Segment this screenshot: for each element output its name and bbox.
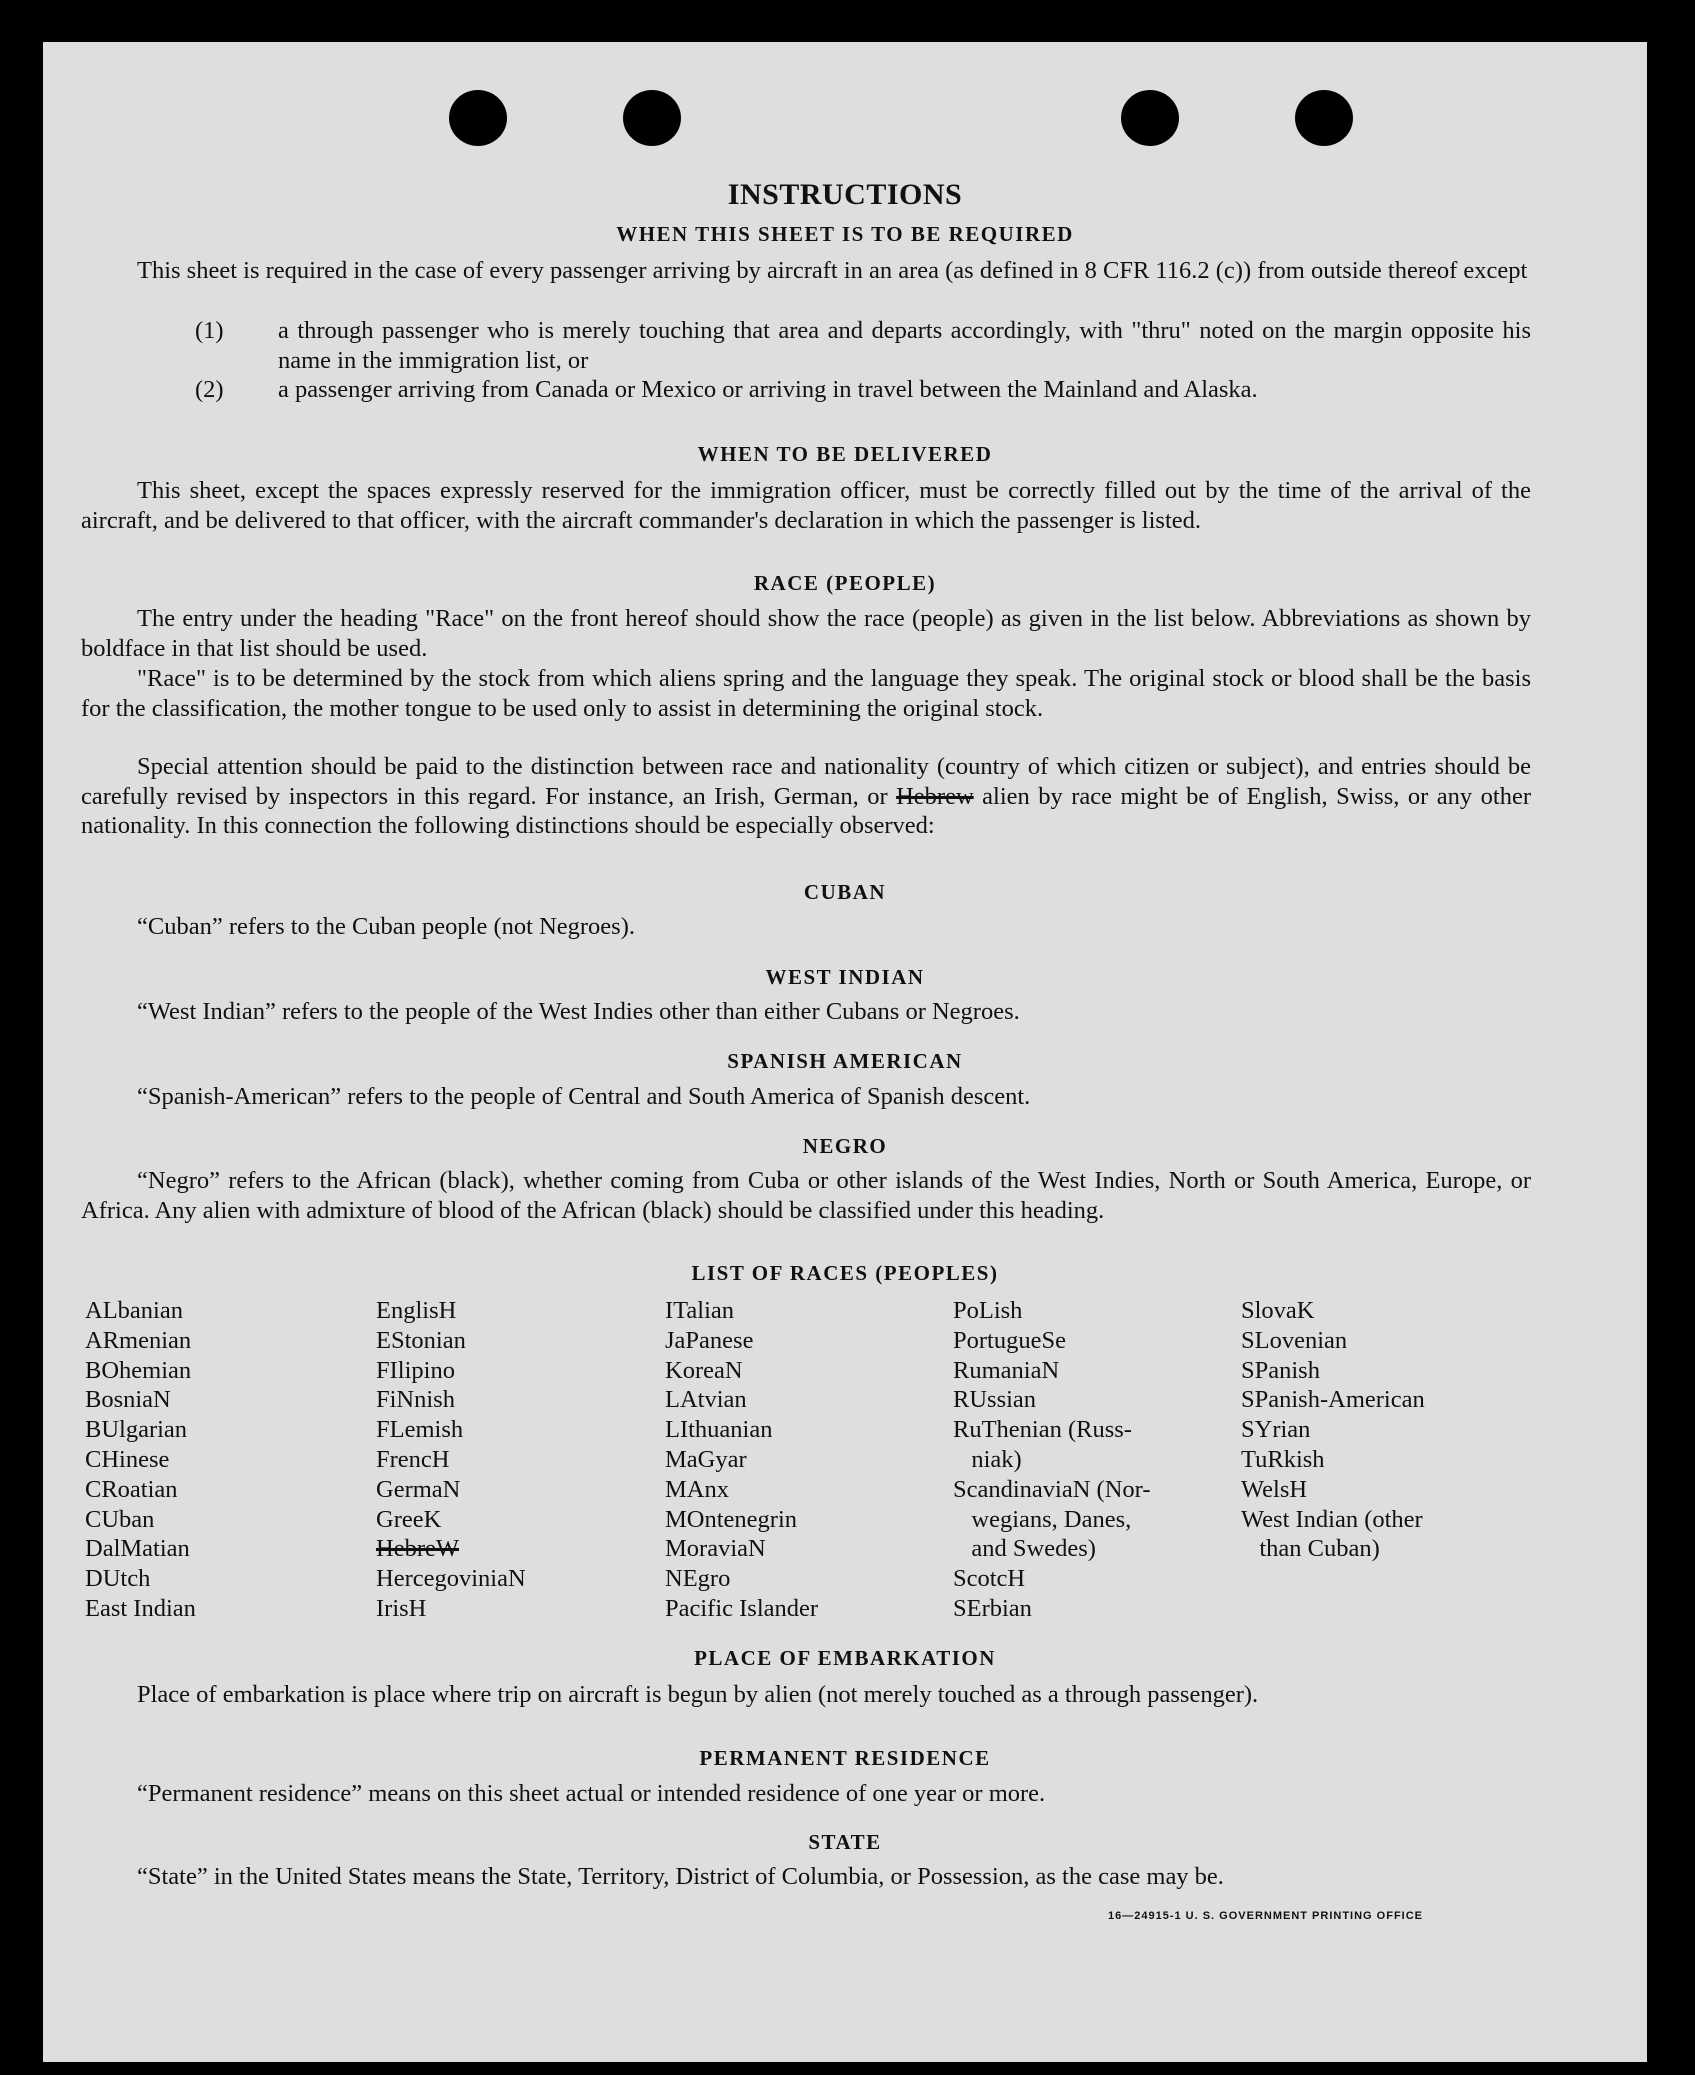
- race-list-item: GermaN: [376, 1475, 461, 1503]
- race-list-item: HercegoviniaN: [376, 1565, 526, 1593]
- struck-word: Hebrew: [896, 782, 974, 810]
- race-list-column-2: [376, 1296, 526, 1624]
- section-heading-cuban: CUBAN: [803, 880, 887, 904]
- punch-hole: [449, 90, 507, 146]
- west-indian-text: “West Indian” refers to the people of the West Indies other than either Cubans or Negroes.: [137, 998, 1020, 1025]
- exception-item-2: [195, 375, 1531, 405]
- item-number: (1): [195, 317, 224, 344]
- race-list-item: DUtch: [85, 1565, 151, 1593]
- section-heading-negro: NEGRO: [802, 1134, 888, 1158]
- race-list-column-5: [1241, 1296, 1425, 1564]
- race-list-item: niak): [953, 1445, 1022, 1473]
- race-list-item: SlovaK: [1241, 1297, 1315, 1324]
- race-list-item: EStonian: [376, 1326, 466, 1354]
- race-list-item: ScandinaviaN (Nor-: [953, 1475, 1151, 1503]
- race-list-item: SPanish-American: [1241, 1386, 1425, 1414]
- page-title: INSTRUCTIONS: [727, 178, 963, 211]
- race-list-item: DalMatian: [85, 1535, 190, 1563]
- race-list-item: PortugueSe: [953, 1326, 1066, 1354]
- race-list-column-4: [953, 1296, 1150, 1624]
- race-list-item: MOntenegrin: [665, 1505, 797, 1533]
- negro-text: “Negro” refers to the African (black), whether coming from Cuba or other islands of the West Indies, North or South America, Europe, or Africa. Any alien with admixture of blood of the African (black) should be classified under this heading.: [81, 1167, 1531, 1224]
- cuban-text: “Cuban” refers to the Cuban people (not Negroes).: [137, 913, 635, 940]
- spanish-american-text: “Spanish-American” refers to the people of Central and South America of Spanish descent.: [137, 1083, 1031, 1110]
- race-list-item: SErbian: [953, 1594, 1032, 1622]
- race-list-item: LAtvian: [665, 1386, 747, 1414]
- race-list-item: RumaniaN: [953, 1356, 1060, 1384]
- race-list-item: FLemish: [376, 1416, 464, 1444]
- race-list-item: than Cuban): [1241, 1535, 1380, 1563]
- printer-imprint: 16—24915-1 U. S. GOVERNMENT PRINTING OFFICE: [1108, 1910, 1424, 1922]
- race-list-item: HebreW: [376, 1535, 459, 1563]
- item-text: a passenger arriving from Canada or Mexico or arriving in travel between the Mainland and Alaska.: [278, 376, 1258, 403]
- race-list-item: RuThenian (Russ-: [953, 1416, 1132, 1444]
- section-heading-residence: PERMANENT RESIDENCE: [699, 1746, 991, 1770]
- punch-hole: [1295, 90, 1353, 146]
- race-list-item: MaGyar: [665, 1445, 747, 1473]
- residence-text: “Permanent residence” means on this sheet actual or intended residence of one year or more.: [137, 1780, 1046, 1807]
- punch-hole: [623, 90, 681, 146]
- section-heading-embarkation: PLACE OF EMBARKATION: [694, 1646, 996, 1670]
- race-list-item: FiNnish: [376, 1386, 455, 1414]
- race-list-item: NEgro: [665, 1565, 731, 1593]
- embarkation-text: Place of embarkation is place where trip on aircraft is begun by alien (not merely touched as a through passenger).: [137, 1681, 1259, 1708]
- race-list-item: CRoatian: [85, 1475, 178, 1503]
- race-list-item: CHinese: [85, 1445, 170, 1473]
- race-list-item: RUssian: [953, 1386, 1037, 1414]
- race-list-item: WelsH: [1241, 1475, 1308, 1503]
- race-list-item: BOhemian: [85, 1356, 192, 1384]
- list-heading: LIST OF RACES (PEOPLES): [691, 1261, 999, 1285]
- race-list-column-3: [665, 1296, 818, 1624]
- required-intro: This sheet is required in the case of every passenger arriving by aircraft in an area (as defined in 8 CFR 116.2 (c)) from outside thereof except: [137, 257, 1528, 284]
- race-list-item: West Indian (other: [1241, 1505, 1423, 1533]
- section-heading-spanish-american: SPANISH AMERICAN: [727, 1049, 963, 1073]
- document-page: [43, 42, 1647, 2062]
- race-list-item: GreeK: [376, 1505, 442, 1533]
- section-heading-required: WHEN THIS SHEET IS TO BE REQUIRED: [616, 222, 1074, 246]
- race-list-item: MAnx: [665, 1475, 729, 1503]
- race-list-item: BosniaN: [85, 1386, 171, 1414]
- section-heading-delivered: WHEN TO BE DELIVERED: [697, 442, 993, 466]
- race-list-column-1: [85, 1296, 196, 1624]
- race-list-item: TuRkish: [1241, 1445, 1325, 1473]
- section-heading-state: STATE: [808, 1830, 882, 1854]
- race-list-item: SPanish: [1241, 1356, 1320, 1384]
- section-heading-race: RACE (PEOPLE): [753, 571, 937, 595]
- race-list-item: MoraviaN: [665, 1535, 766, 1563]
- race-paragraph-3: Special attention should be paid to the distinction between race and nationality (country of which citizen or subject), and entries should be carefully revised by inspectors in this regard. For instance, an Irish, German, or Hebrew alien by race might be of English, Swiss, or any other nationality. In this connection the following distinctions should be especially observed:: [81, 753, 1532, 840]
- section-heading-west-indian: WEST INDIAN: [765, 965, 925, 989]
- race-list-item: KoreaN: [665, 1356, 743, 1384]
- race-list-item: FrencH: [376, 1445, 450, 1473]
- race-list-item: EnglisH: [376, 1297, 457, 1324]
- race-list-item: IrisH: [376, 1594, 427, 1622]
- race-list-item: CUban: [85, 1505, 155, 1533]
- race-paragraph-1: The entry under the heading "Race" on the front hereof should show the race (people) as given in the list below. Abbreviations as shown by boldface in that list should be used.: [81, 605, 1531, 662]
- race-list-item: East Indian: [85, 1594, 196, 1622]
- race-list-item: FIlipino: [376, 1356, 455, 1384]
- race-list-item: LIthuanian: [665, 1416, 773, 1444]
- race-list-item: BUlgarian: [85, 1416, 188, 1444]
- race-list-item: wegians, Danes,: [953, 1505, 1132, 1533]
- race-list-item: Pacific Islander: [665, 1594, 819, 1622]
- race-paragraph-2: "Race" is to be determined by the stock from which aliens spring and the language they speak. The original stock or blood shall be the basis for the classification, the mother tongue to be used only to assist in determining the original stock.: [81, 665, 1531, 722]
- race-list-item: and Swedes): [953, 1535, 1096, 1563]
- race-list-item: ARmenian: [85, 1326, 192, 1354]
- race-list-item: ScotcH: [953, 1565, 1026, 1593]
- item-text: a through passenger who is merely touching that area and departs accordingly, with "thru" noted on the margin opposite his name in the immigration list, or: [278, 317, 1531, 374]
- exception-item-1: [195, 316, 1531, 375]
- race-list-item: PoLish: [953, 1297, 1023, 1324]
- race-list-item: ALbanian: [85, 1297, 183, 1324]
- delivered-text: This sheet, except the spaces expressly reserved for the immigration officer, must be correctly filled out by the time of the arrival of the aircraft, and be delivered to that officer, with the aircraft commander's declaration in which the passenger is listed.: [81, 477, 1531, 534]
- race-list-item: JaPanese: [665, 1326, 754, 1354]
- punch-hole: [1121, 90, 1179, 146]
- race-list-item: SLovenian: [1241, 1326, 1348, 1354]
- state-text: “State” in the United States means the State, Territory, District of Columbia, or Possession, as the case may be.: [137, 1863, 1224, 1890]
- item-number: (2): [195, 376, 224, 403]
- race-list-item: ITalian: [665, 1297, 735, 1324]
- race-list-item: SYrian: [1241, 1416, 1311, 1444]
